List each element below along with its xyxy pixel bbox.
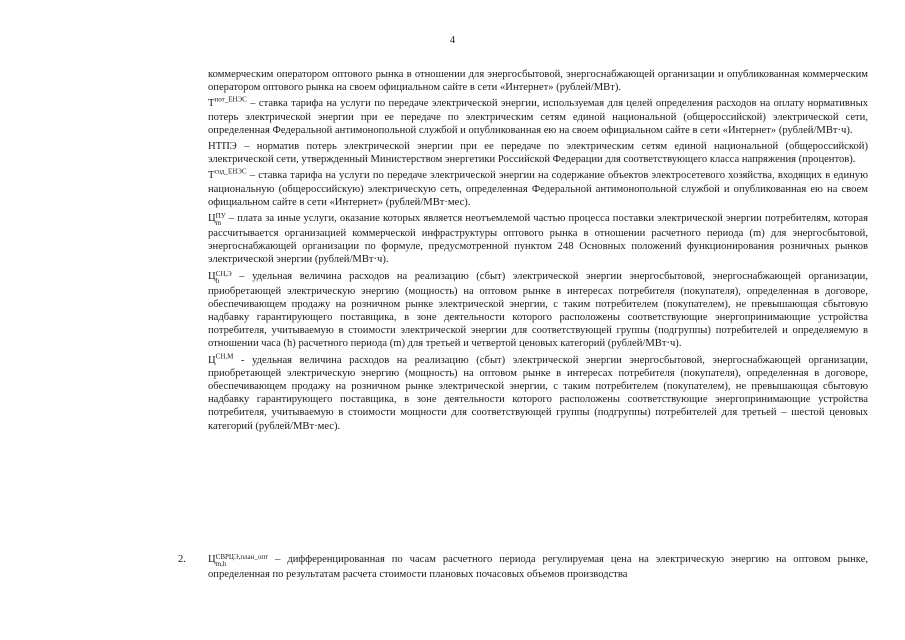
formula-symbol: Ц СВРЦЭ,план_опт m,h bbox=[208, 553, 269, 568]
formula-symbol: $Ц^{СН,М}$ bbox=[208, 352, 234, 366]
formula-symbol: $T^{пот\_ЕНЭС}$ bbox=[208, 95, 247, 110]
paragraph-text: коммерческим оператором оптового рынка в отношении для энергосбытовой, энергоснабжающей организации и опубликованная коммерческим оператором оптового рынка на своем официальном сайте в сети «Интернет» (рублей/МВт). bbox=[208, 69, 868, 94]
formula-symbol: Ц ПУ m bbox=[208, 212, 226, 228]
definition-c-pu bbox=[208, 212, 868, 267]
definition-text: - удельная величина расходов на реализацию (сбыт) электрической энергии энергосбытовой, энергоснабжающей организации, приобретающей электрическую энергию (мощность) на оптовом рынке в интересах потребителя (покупателя), определенная в договоре, обеспечивающем продажу на розничном рынке электрической энергии, с таким потребителем (покупателем), не превышающая сбытовую надбавку гарантирующего поставщика, в зоне деятельности которого расположены соответствующие энергопринимающие устройства потребителя, учитываемую в стоимости мощности для соответствующей группы (подгруппы) потребителей для третьей – шестой ценовых категорий (рублей/МВт·мес). bbox=[208, 354, 868, 432]
definition-text: – дифференцированная по часам расчетного периода регулируемая цена на электрическую энергию на оптовом рынке, определенная по результатам расчета стоимости плановых почасовых объемов производства bbox=[208, 554, 868, 580]
paragraph-continuation bbox=[208, 68, 868, 94]
definition-text: – норматив потерь электрической энергии при ее передаче по электрическим сетям единой национальной (общероссийской) электрической сети, утвержденный Министерством энергетики Российской Федерации для соответствующего класса напряжения (процентов). bbox=[208, 141, 868, 166]
definition-text: – удельная величина расходов на реализацию (сбыт) электрической энергии энергосбытовой, энергоснабжающей организации, приобретающей электрическую энергию (мощность) на оптовом рынке в интересах потребителя (покупателя), определенная в договоре, обеспечивающем продажу на розничном рынке электрической энергии, с таким потребителем (покупателем), не превышающая сбытовую надбавку гарантирующего поставщика, в зоне деятельности которого расположены соответствующие энергопринимающие устройства потребителя, учитываемую в стоимости электрической энергии для соответствующей группы (подгруппы) потребителей и определяемую в отношении часа (h) расчетного периода (m) для третьей и четвертой ценовых категорий (рублей/МВт·ч). bbox=[208, 270, 868, 350]
definition-ntpe bbox=[208, 140, 868, 166]
formula-symbol: Ц СН,Э h bbox=[208, 269, 232, 285]
definition-c-svrce bbox=[208, 553, 868, 581]
definition-text: – ставка тарифа на услуги по передаче электрической энергии на содержание объектов электросетевого хозяйства, входящих в единую национальную (общероссийскую) электрическую сеть, определенная Федеральной антимонопольной службой и опубликованная ею на своем официальном сайте в сети «Интернет» (рублей/МВт·мес). bbox=[208, 170, 868, 208]
definition-text: – плата за иные услуги, оказание которых является неотъемлемой частью процесса поставки электрической энергии потребителям, которая рассчитывается организацией коммерческой инфраструктуры оптового рынка в отношении расчетного периода (m) для энергосбытовой, энергоснабжающей организации по формуле, предусмотренной пунктом 248 Основных положений функционирования розничных рынков электрической энергии (рублей/МВт·ч). bbox=[208, 213, 868, 266]
definition-text: – ставка тарифа на услуги по передаче электрической энергии, используемая для целей определения расходов на оплату нормативных потерь электрической энергии при ее передаче по электрическим сетям единой национальной (общероссийской) электрической сети, определенная Федеральной антимонопольной службой и опубликованная ею на своем официальном сайте в сети «Интернет» (рублей/МВт·ч). bbox=[208, 98, 868, 136]
definition-t-sod-enes bbox=[208, 169, 868, 209]
formula-symbol: $T^{сод\_ЕНЭС}$ bbox=[208, 167, 247, 182]
page-number: 4 bbox=[449, 35, 456, 46]
formula-symbol: НТПЭ bbox=[208, 141, 237, 153]
document-body bbox=[208, 68, 868, 433]
definition-t-pot-enes bbox=[208, 97, 868, 137]
definition-c-sn-e bbox=[208, 270, 868, 351]
definition-c-sn-m bbox=[208, 354, 868, 433]
list-item-number: 2. bbox=[178, 554, 186, 565]
